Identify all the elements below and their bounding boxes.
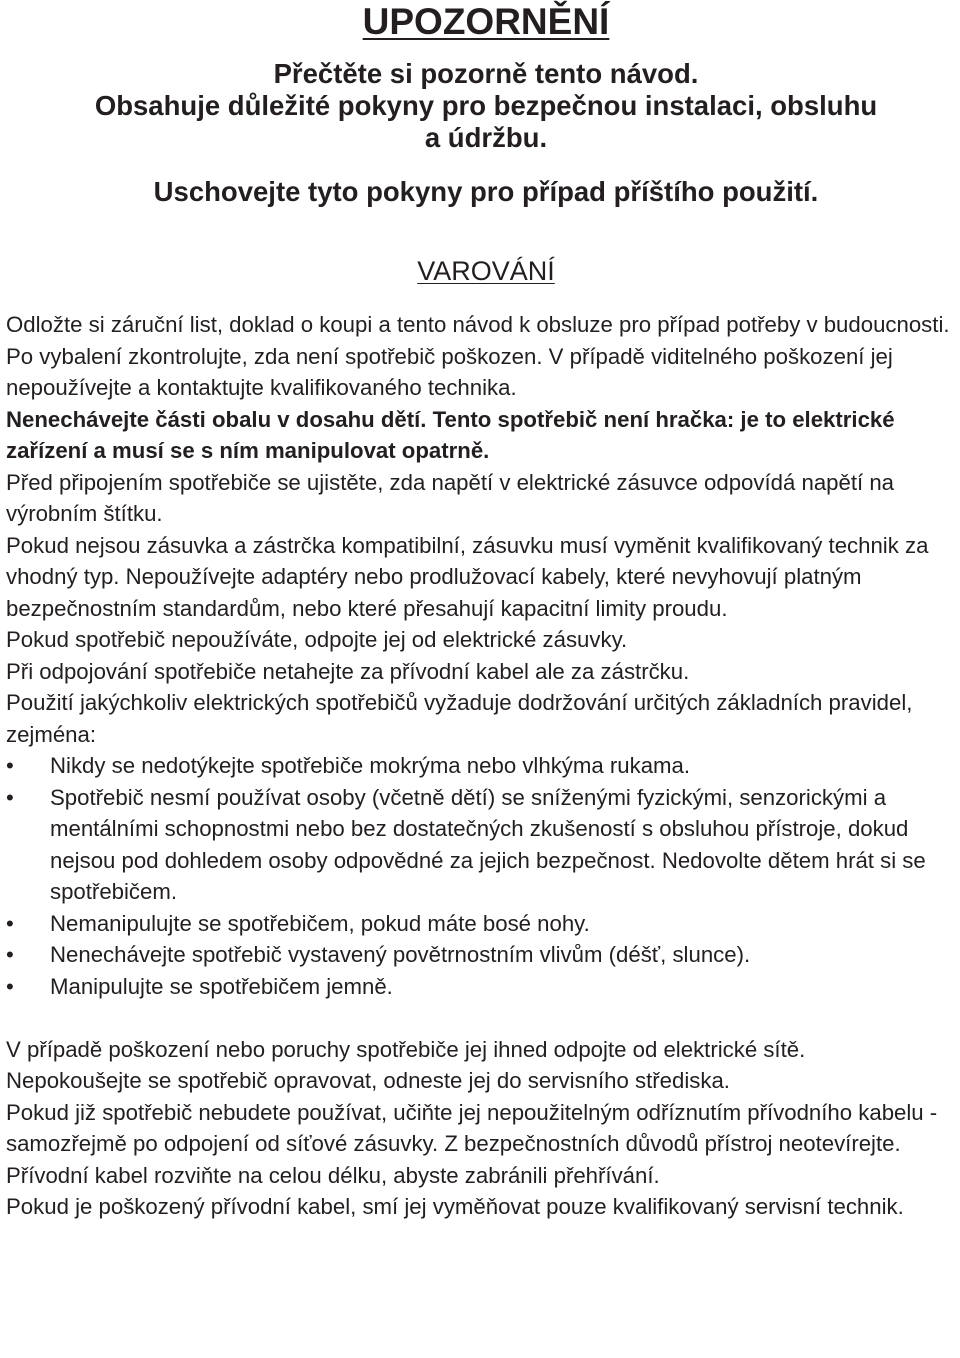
list-item: [6, 750, 960, 782]
keep-instructions: Uschovejte tyto pokyny pro případ příštího použití.: [153, 176, 819, 207]
paragraph-no-repair: Nepokoušejte se spotřebič opravovat, odneste jej do servisního střediska.: [6, 1068, 730, 1093]
paragraph-damage-disconnect: V případě poškození nebo poruchy spotřebiče jej ihned odpojte od elektrické sítě.: [6, 1036, 806, 1062]
bullet-icon: •: [6, 753, 14, 778]
paragraph-cable-unwind: Přívodní kabel rozviňte na celou délku, abyste zabránili přehřívání.: [6, 1162, 660, 1188]
paragraph-socket-plug: Pokud nejsou zásuvka a zástrčka kompatibilní, zásuvku musí vyměnit kvalifikovaný technik za vhodný typ. Nepoužívejte adaptéry nebo prodlužovací kabely, které nevyhovují platným bezpečnostním standardům, nebo které přesahují kapacitní limity proudu.: [6, 532, 929, 621]
safety-rules-list: [6, 750, 960, 1002]
intro-line-2: Obsahuje důležité pokyny pro bezpečnou instalaci, obsluhu: [94, 90, 878, 121]
section-spacer: [6, 1002, 960, 1034]
paragraph-basic-rules: Použití jakýchkoliv elektrických spotřebičů vyžaduje dodržování určitých základních pravidel, zejména:: [6, 690, 913, 747]
intro-line-1: Přečtěte si pozorně tento návod.: [273, 58, 699, 89]
bullet-icon: •: [6, 942, 14, 967]
bullet-icon: •: [6, 910, 14, 936]
bullet-icon: •: [6, 784, 14, 810]
paragraph-unplug-unused: Pokud spotřebič nepoužíváte, odpojte jej od elektrické zásuvky.: [6, 627, 628, 652]
list-item-text: Nenechávejte spotřebič vystavený povětrnostním vlivům (déšť, slunce).: [50, 942, 751, 967]
list-item: [6, 939, 960, 971]
warning-body: [6, 309, 960, 1223]
intro-block: [0, 58, 960, 154]
list-item: [6, 971, 960, 1003]
list-item-text: Nemanipulujte se spotřebičem, pokud máte bosé nohy.: [50, 910, 590, 936]
list-item: [6, 908, 960, 940]
paragraph-voltage: Před připojením spotřebiče se ujistěte, zda napětí v elektrické zásuvce odpovídá napětí na výrobním štítku.: [6, 469, 895, 526]
paragraph-unplug-method: Při odpojování spotřebiče netahejte za přívodní kabel ale za zástrčku.: [6, 658, 690, 684]
list-item-text: Manipulujte se spotřebičem jemně.: [50, 973, 393, 999]
paragraph-warranty: Odložte si záruční list, doklad o koupi a tento návod k obsluze pro případ potřeby v budoucnosti.: [6, 312, 950, 337]
paragraph-unpack-check: Po vybalení zkontrolujte, zda není spotřebič poškozen. V případě viditelného poškození jej nepoužívejte a kontaktujte kvalifikovaného technika.: [6, 343, 893, 400]
list-item-text: Spotřebič nesmí používat osoby (včetně dětí) se sníženými fyzickými, senzorickými a mentálními schopnostmi nebo bez dostatečných zkušeností s obsluhou přístroje, dokud nejsou pod dohledem osoby odpovědné za jejich bezpečnost. Nedovolte dětem hrát si se spotřebičem.: [50, 784, 926, 904]
page-title: UPOZORNĚNÍ: [362, 1, 610, 42]
intro-line-3: a údržbu.: [424, 122, 548, 153]
bullet-icon: •: [6, 973, 14, 999]
paragraph-cable-replacement: Pokud je poškozený přívodní kabel, smí jej vyměňovat pouze kvalifikovaný servisní technik.: [6, 1194, 904, 1219]
warning-heading: VAROVÁNÍ: [417, 256, 555, 286]
list-item-text: Nikdy se nedotýkejte spotřebiče mokrýma nebo vlhkýma rukama.: [50, 753, 691, 778]
list-item: [6, 782, 960, 908]
paragraph-disposal: Pokud již spotřebič nebudete používat, učiňte jej nepoužitelným odříznutím přívodního kabelu - samozřejmě po odpojení od síťové zásuvky. Z bezpečnostních důvodů přístroj neotevírejte.: [6, 1099, 938, 1156]
paragraph-packaging-children: Nenechávejte části obalu v dosahu dětí. Tento spotřebič není hračka: je to elektrické zařízení a musí se s ním manipulovat opatrně.: [6, 406, 895, 463]
